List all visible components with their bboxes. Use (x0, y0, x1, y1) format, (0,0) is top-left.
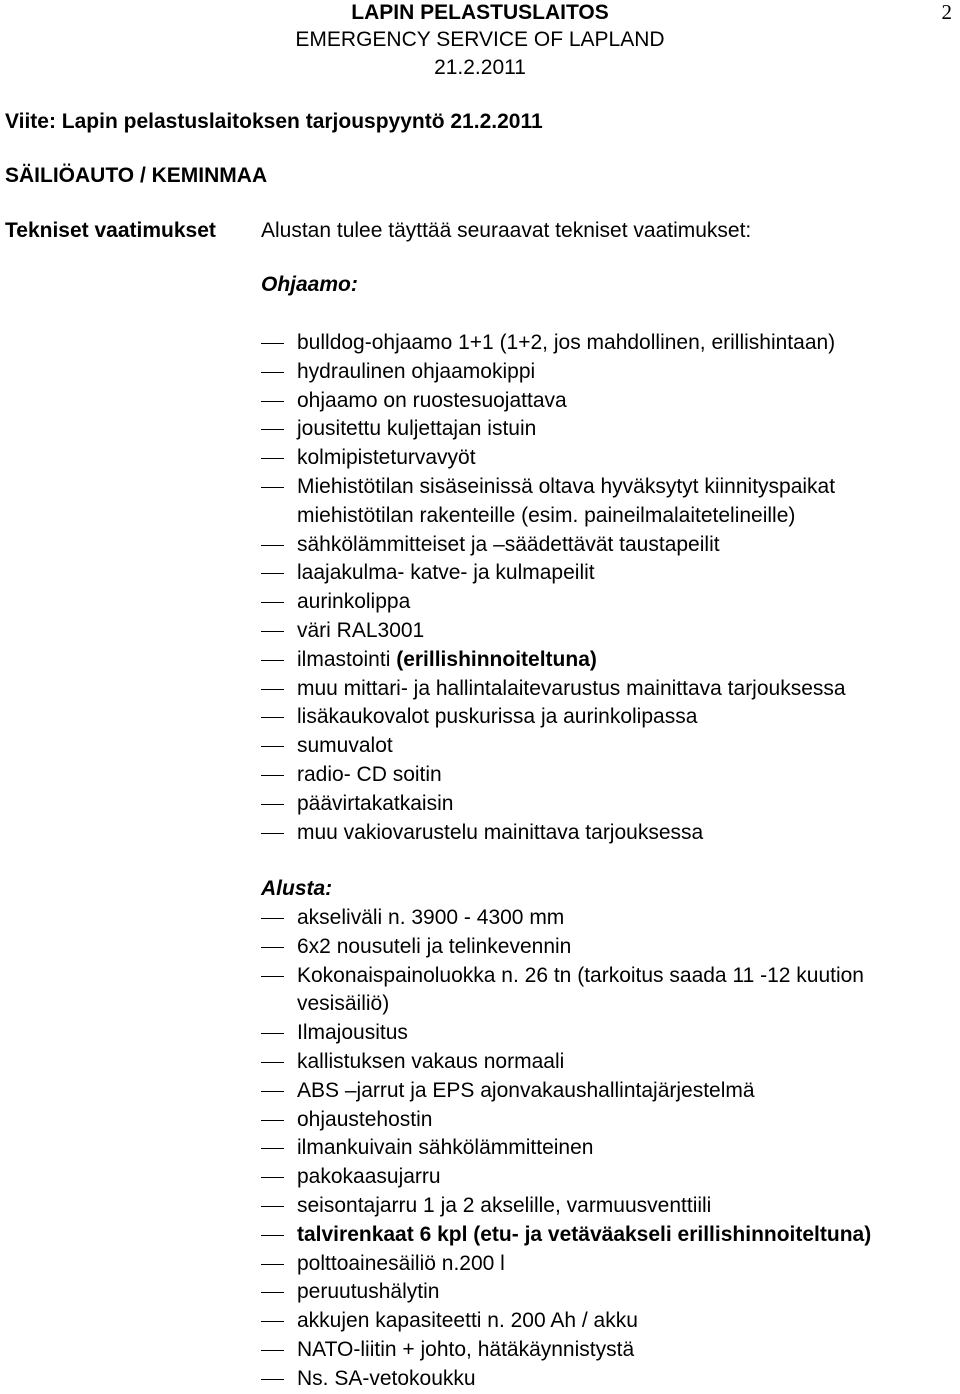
list-item-text: muu mittari- ja hallintalaitevarustus mainittava tarjouksessa (297, 676, 846, 700)
chassis-section-title: Alusta: (261, 877, 333, 900)
list-item (261, 1250, 951, 1279)
dash-bullet-icon (261, 602, 284, 603)
dash-bullet-icon (261, 976, 284, 977)
dash-bullet-icon (261, 631, 284, 632)
list-item-text: kolmipisteturvavyöt (297, 446, 476, 470)
list-item-text: väri RAL3001 (297, 618, 425, 642)
dash-bullet-icon (261, 1091, 284, 1092)
dash-bullet-icon (261, 660, 284, 661)
list-item-text: akseliväli n. 3900 - 4300 mm (297, 906, 565, 929)
list-item-text: sumuvalot (297, 734, 393, 758)
dash-bullet-icon (261, 429, 284, 430)
tech-requirements-label: Tekniset vaatimukset (5, 219, 216, 242)
list-item-text: Ilmajousitus (297, 1021, 408, 1045)
dash-bullet-icon (261, 717, 284, 718)
list-item (261, 933, 951, 962)
list-item (261, 732, 951, 761)
list-item-text: päävirtakatkaisin (297, 791, 454, 815)
list-item-text: Ns. SA-vetokoukku (297, 1366, 476, 1390)
header-organization-fi: LAPIN PELASTUSLAITOS (351, 1, 609, 24)
list-item (261, 358, 951, 387)
dash-bullet-icon (261, 1235, 284, 1236)
list-item-text: akkujen kapasiteetti n. 200 Ah / akku (297, 1309, 638, 1333)
list-item-text: kallistuksen vakaus normaali (297, 1049, 565, 1073)
list-item-text: bulldog-ohjaamo 1+1 (1+2, jos mahdollinen, erillishintaan) (297, 331, 836, 354)
dash-bullet-icon (261, 487, 284, 488)
list-item-text: ohjaustehostin (297, 1107, 433, 1131)
list-item (261, 531, 951, 560)
dash-bullet-icon (261, 1120, 284, 1121)
dash-bullet-icon (261, 689, 284, 690)
list-item (261, 1134, 951, 1163)
dash-bullet-icon (261, 401, 284, 402)
list-item-text: aurinkolippa (297, 590, 411, 614)
list-item (261, 1278, 951, 1307)
dash-bullet-icon (261, 1321, 284, 1322)
list-item (261, 444, 951, 473)
pricing-note: (erillishinnoiteltuna) (396, 647, 597, 671)
list-item-text: radio- CD soitin (297, 762, 442, 786)
list-item-text: polttoainesäiliö n.200 l (297, 1251, 505, 1275)
dash-bullet-icon (261, 1379, 284, 1380)
list-item (261, 473, 951, 531)
list-item-text: talvirenkaat 6 kpl (etu- ja vetäväakseli erillishinnoiteltuna) (297, 1222, 872, 1246)
list-item-text: muu vakiovarustelu mainittava tarjouksessa (297, 820, 704, 844)
list-item-text: peruutushälytin (297, 1280, 440, 1304)
list-item (261, 1019, 951, 1048)
list-item-text: jousitettu kuljettajan istuin (297, 417, 537, 441)
list-item-text: ilmastointi (297, 647, 397, 671)
list-item (261, 1221, 951, 1250)
list-item-text: pakokaasujarru (297, 1165, 441, 1189)
list-item (261, 1163, 951, 1192)
dash-bullet-icon (261, 746, 284, 747)
dash-bullet-icon (261, 947, 284, 948)
dash-bullet-icon (261, 458, 284, 459)
list-item (261, 588, 951, 617)
list-item (261, 675, 951, 704)
tech-requirements-intro: Alustan tulee täyttää seuraavat tekniset vaatimukset: (261, 219, 752, 242)
dash-bullet-icon (261, 1292, 284, 1293)
cab-requirements-list (261, 329, 951, 847)
dash-bullet-icon (261, 775, 284, 776)
list-item (261, 617, 951, 646)
list-item-text: hydraulinen ohjaamokippi (297, 359, 536, 383)
list-item-text: 6x2 nousuteli ja telinkevennin (297, 934, 572, 958)
list-item (261, 559, 951, 588)
dash-bullet-icon (261, 1062, 284, 1063)
dash-bullet-icon (261, 918, 284, 919)
dash-bullet-icon (261, 343, 284, 344)
header-date: 21.2.2011 (434, 56, 526, 79)
list-item (261, 790, 951, 819)
cab-section-title: Ohjaamo: (261, 273, 358, 296)
list-item (261, 761, 951, 790)
list-item (261, 1106, 951, 1135)
dash-bullet-icon (261, 1033, 284, 1034)
list-item (261, 329, 951, 358)
list-item (261, 387, 951, 416)
dash-bullet-icon (261, 804, 284, 805)
list-item (261, 1192, 951, 1221)
dash-bullet-icon (261, 1350, 284, 1351)
dash-bullet-icon (261, 1264, 284, 1265)
list-item-text: ilmankuivain sähkölämmitteinen (297, 1136, 594, 1160)
list-item (261, 819, 951, 848)
list-item (261, 415, 951, 444)
list-item (261, 703, 951, 732)
list-item-text: Kokonaispainoluokka n. 26 tn (tarkoitus saada 11 -12 kuution vesisäiliö) (297, 963, 864, 1016)
dash-bullet-icon (261, 1177, 284, 1178)
list-item-text: laajakulma- katve- ja kulmapeilit (297, 561, 595, 585)
list-item-text: ohjaamo on ruostesuojattava (297, 388, 567, 412)
list-item (261, 646, 951, 675)
list-item-text: ABS –jarrut ja EPS ajonvakaushallintajärjestelmä (297, 1078, 755, 1102)
list-item (261, 1077, 951, 1106)
list-item (261, 1336, 951, 1365)
reference-line: Viite: Lapin pelastuslaitoksen tarjouspyyntö 21.2.2011 (5, 110, 543, 133)
list-item (261, 904, 951, 933)
list-item (261, 1365, 951, 1394)
list-item-text: lisäkaukovalot puskurissa ja aurinkolipassa (297, 705, 698, 729)
dash-bullet-icon (261, 833, 284, 834)
subject-line: SÄILIÖAUTO / KEMINMAA (5, 164, 268, 187)
dash-bullet-icon (261, 1206, 284, 1207)
list-item-text: sähkölämmitteiset ja –säädettävät taustapeilit (297, 532, 720, 556)
list-item (261, 962, 951, 1020)
chassis-requirements-list (261, 904, 951, 1394)
list-item-text: Miehistötilan sisäseinissä oltava hyväksytyt kiinnityspaikat miehistötilan rakenteille (esim. paineilmalaitetelineille) (297, 474, 836, 527)
dash-bullet-icon (261, 573, 284, 574)
list-item (261, 1307, 951, 1336)
dash-bullet-icon (261, 372, 284, 373)
header-organization-en: EMERGENCY SERVICE OF LAPLAND (295, 28, 665, 51)
list-item-text: seisontajarru 1 ja 2 akselille, varmuusventtiili (297, 1193, 712, 1217)
page-number: 2 (941, 0, 952, 24)
list-item (261, 1048, 951, 1077)
list-item-text: NATO-liitin + johto, hätäkäynnistystä (297, 1337, 635, 1361)
dash-bullet-icon (261, 545, 284, 546)
dash-bullet-icon (261, 1148, 284, 1149)
